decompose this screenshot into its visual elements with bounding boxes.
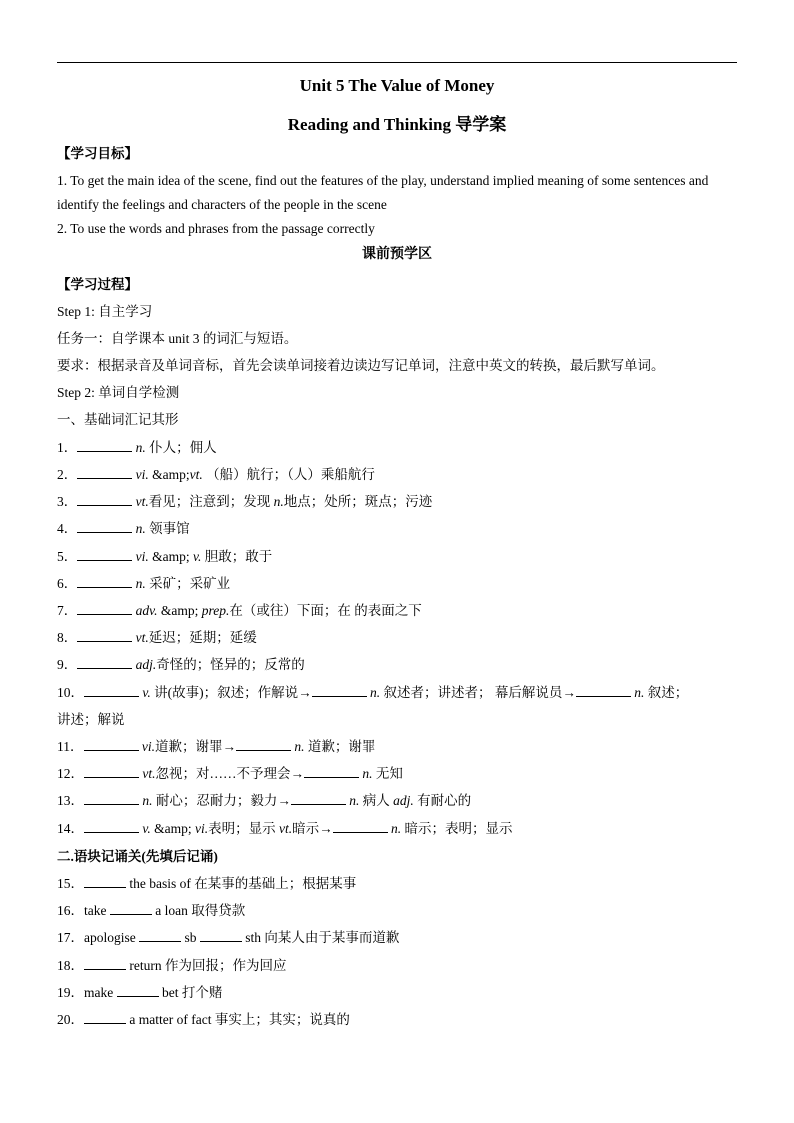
objectives-heading: 【学习目标】	[57, 146, 138, 161]
vocab-item-continued: 讲述；解说	[57, 712, 125, 727]
requirement: 要求：根据录音及单词音标，首先会读单词接着边读边写记单词，注意中英文的转换，最后默写单词。	[57, 358, 665, 373]
header-rule	[57, 62, 737, 63]
vocab-item: 13． n. 耐心；忍耐力；毅力→ n. 病人 adj. 有耐心的	[57, 793, 472, 808]
vocab-item: 1． n. 仆人；佣人	[57, 440, 217, 455]
phrase-item: 17．apologise sb sth 向某人由于某事而道歉	[57, 930, 400, 945]
answer-blank[interactable]	[77, 439, 132, 452]
part-2-heading: 二.语块记诵关(先填后记诵)	[57, 849, 218, 864]
task-1: 任务一：自学课本 unit 3 的词汇与短语。	[57, 331, 298, 346]
section-title: 课前预学区	[362, 247, 432, 262]
answer-blank[interactable]	[84, 820, 139, 833]
process-heading: 【学习过程】	[57, 277, 138, 292]
phrase-item: 18． return 作为回报；作为回应	[57, 958, 287, 973]
answer-blank[interactable]	[84, 792, 139, 805]
answer-blank[interactable]	[236, 738, 291, 751]
vocab-item: 6． n. 采矿；采矿业	[57, 576, 231, 591]
answer-blank[interactable]	[77, 466, 132, 479]
phrase-item: 19．make bet 打个赌	[57, 985, 223, 1000]
answer-blank[interactable]	[77, 520, 132, 533]
answer-blank[interactable]	[117, 984, 159, 997]
answer-blank[interactable]	[77, 548, 132, 561]
objective-1-line-1: 1. To get the main idea of the scene, find out the features of the play, understand implied meaning of some sentences and	[57, 173, 709, 188]
part-1-heading: 一、基础词汇记其形	[57, 412, 179, 427]
answer-blank[interactable]	[77, 656, 132, 669]
vocab-item: 9． adj.奇怪的；怪异的；反常的	[57, 657, 305, 672]
step-1: Step 1: 自主学习	[57, 304, 153, 319]
answer-blank[interactable]	[110, 902, 152, 915]
answer-blank[interactable]	[576, 684, 631, 697]
vocab-item: 12． vt.忽视；对……不予理会→ n. 无知	[57, 766, 403, 781]
phrase-item: 20． a matter of fact 事实上；其实；说真的	[57, 1012, 350, 1027]
answer-blank[interactable]	[304, 765, 359, 778]
answer-blank[interactable]	[77, 575, 132, 588]
answer-blank[interactable]	[200, 929, 242, 942]
answer-blank[interactable]	[84, 738, 139, 751]
answer-blank[interactable]	[84, 765, 139, 778]
vocab-item: 5． vi. &amp; v. 胆敢；敢于	[57, 549, 273, 564]
vocab-item: 14． v. &amp; vi.表明；显示 vt.暗示→ n. 暗示；表明；显示	[57, 821, 513, 836]
answer-blank[interactable]	[84, 1011, 126, 1024]
vocab-item: 2． vi. &amp;vt. （船）航行；（人）乘船航行	[57, 467, 375, 482]
objective-1-line-2: identify the feelings and characters of the people in the scene	[57, 197, 387, 212]
doc-subtitle: Reading and Thinking 导学案	[287, 115, 507, 134]
answer-blank[interactable]	[312, 684, 367, 697]
phrase-item: 15． the basis of 在某事的基础上；根据某事	[57, 876, 357, 891]
answer-blank[interactable]	[139, 929, 181, 942]
answer-blank[interactable]	[84, 684, 139, 697]
answer-blank[interactable]	[77, 493, 132, 506]
vocab-item: 10． v. 讲(故事)；叙述；作解说→ n. 叙述者；讲述者； 幕后解说员→ n. 叙述；	[57, 685, 689, 700]
vocab-item: 3． vt.看见；注意到；发现 n.地点；处所；斑点；污迹	[57, 494, 433, 509]
doc-title: Unit 5 The Value of Money	[299, 76, 495, 95]
answer-blank[interactable]	[77, 629, 132, 642]
phrase-item: 16．take a loan 取得贷款	[57, 903, 246, 918]
answer-blank[interactable]	[291, 792, 346, 805]
vocab-item: 4． n. 领事馆	[57, 521, 190, 536]
step-2: Step 2: 单词自学检测	[57, 385, 180, 400]
vocab-item: 11． vi.道歉；谢罪→ n. 道歉；谢罪	[57, 739, 376, 754]
answer-blank[interactable]	[84, 957, 126, 970]
vocab-item: 7． adv. &amp; prep.在（或往）下面；在 的表面之下	[57, 603, 422, 618]
answer-blank[interactable]	[77, 602, 132, 615]
answer-blank[interactable]	[84, 875, 126, 888]
vocab-item: 8． vt.延迟；延期；延缓	[57, 630, 257, 645]
objective-2: 2. To use the words and phrases from the passage correctly	[57, 221, 375, 236]
answer-blank[interactable]	[333, 820, 388, 833]
